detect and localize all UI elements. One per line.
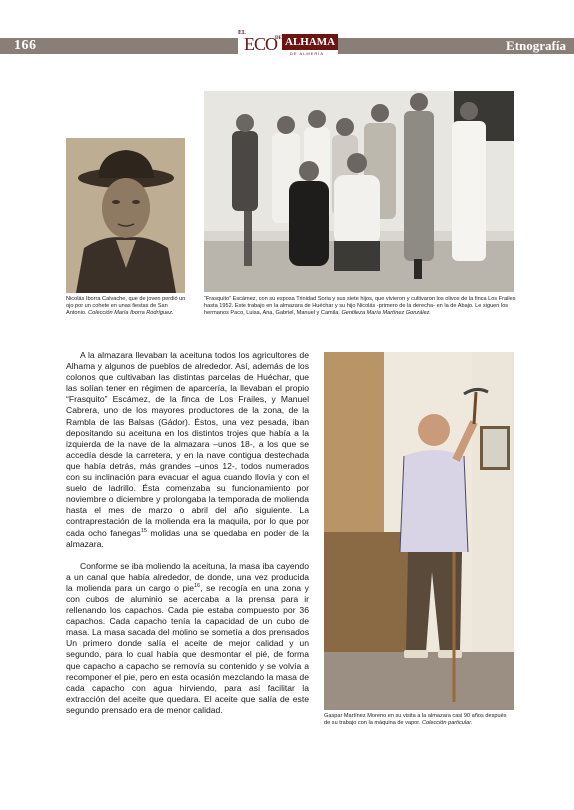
masthead-de: DE [275, 36, 282, 41]
article-paragraph [66, 350, 309, 550]
masthead-eco: ECO [244, 34, 277, 54]
masthead-subtitle: DE ALMERÍA [290, 51, 325, 56]
elder-photo [324, 352, 514, 710]
family-photo [204, 91, 514, 292]
page-number: 166 [14, 38, 37, 53]
elder-caption-credit: Colección particular. [421, 720, 473, 726]
portrait-caption-credit: Colección María Iborra Rodríguez. [88, 310, 174, 316]
footnote-ref-15: 15 [140, 527, 147, 534]
masthead-el: EL [238, 30, 247, 36]
portrait-caption [66, 296, 188, 317]
article-body [66, 350, 309, 727]
section-title: Etnografía [506, 38, 566, 53]
masthead-alhama: ALHAMA [282, 34, 338, 50]
elder-caption [324, 713, 514, 727]
paragraph-1-text-end: molidas una se quedaba en poder de la almazara. [66, 527, 309, 549]
paragraph-1-text: A la almazara llevaban la aceituna todos los agricultores de Alhama y algunos de pueblos de alrededor. Así, además de los colonos que cultivaban las distintas parcelas de Huéchar, que las solían tener en régimen de aparcería, la llevaban el propio “Frasquito” Escámez, de la finca de Los Frailes, y Manuel Cabrera, uno de los mayores productores de la zona, de la Rambla de las Balsas (Gádor). Éstos, una vez pesada, iban depositando su aceituna en los distintos trojes que había a la izquierda de la nave de la almazara –unos 18-, a los que se accedía desde la carretera, y en la nave contigua destechada que había detrás, más grandes –unos 12-, todos numerados con su inclinación para evacuar el agua cuando llovía y con el suelo de ladrillo. Ésta comenzaba su funcionamiento por noviembre o diciembre y prolongaba la temporada de molienda hasta el mes de marzo o abril del año siguiente. La contraprestación de la molienda era la maquila, por lo que por cada ocho fanegas [66, 350, 309, 538]
family-caption-credit: Gentileza María Martínez González. [341, 310, 431, 316]
paragraph-2-text: Conforme se iba moliendo la aceituna, la masa iba cayendo a un canal que había alrededor, de donde, una vez producida la molienda para un cargo o pie [66, 560, 309, 593]
family-caption-text: “Frasquito” Escámez, con su esposa Trinidad Soria y sus siete hijos, que vivieron y cultivaron los olivos de la finca Los Frailes hasta 1952. Este trabajo en la almazara de Huéchar y su hijo Nicolás -primero de la derecha- en la de Abajo. Le siguen los hermanos Paco, Luisa, Ana, Gabriel, Manuel y Camila. [204, 296, 516, 316]
footnote-ref-16: 16 [193, 583, 201, 590]
portrait-caption-text: Nicolás Iborra Calvache, que de joven perdió un ojo por un cohete en unas fiestas de San Antonio. [66, 296, 186, 316]
masthead-logo [238, 30, 338, 60]
portrait-photo [66, 138, 185, 293]
paragraph-2-text-end: , se recogía en una zona y con cubos de aluminio se acercaba a la prensa para ir rellenando los capachos. Cada pie estaba compuesto por 36 capachos. Cada capacho tenía la capacidad de un cubo de masa. La masa sacada del molino se sometía a dos prensados Un primero donde salía el aceite de mejor calidad y un segundo, para lo cual había que desmontar el pié, de forma que capacho a capacho se removía su contenido y se volvía a recomponer el pie, pero en esta ocasión mezclando la masa de cada capacho con agua hirviendo, para así facilitar la extracción del aceite que quedara. El aceite que salía de este segundo prensado era de menor calidad. [66, 582, 309, 715]
article-paragraph [66, 561, 309, 716]
family-caption [204, 296, 516, 317]
elder-caption-text: Gaspar Martínez Moreno en su visita a la almazara casi 90 años después de su trabajo con la máquina de vapor. [324, 713, 507, 726]
